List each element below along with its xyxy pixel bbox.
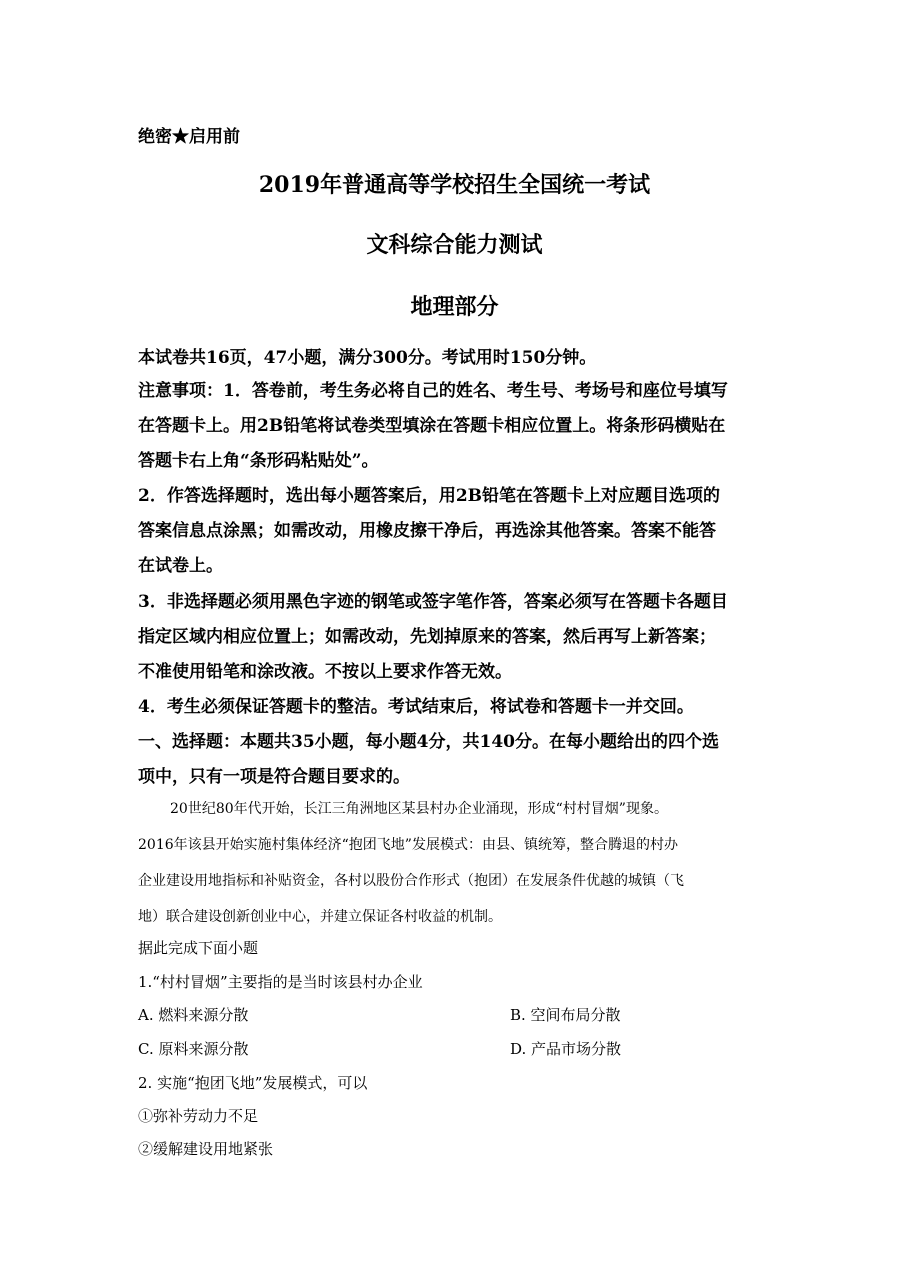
instruction-line: 一、选择题：本题共35小题，每小题4分，共140分。在每小题给出的四个选 (138, 732, 719, 752)
passage-line: 2016年该县开始实施村集体经济“抱团飞地”发展模式：由县、镇统筹，整合腾退的村办 (138, 837, 678, 853)
instruction-line: 3．非选择题必须用黑色字迹的钢笔或签字笔作答，答案必须写在答题卡各题目 (138, 592, 728, 612)
question-prompt: 据此完成下面小题 (138, 939, 259, 957)
instruction-line: 项中，只有一项是符合题目要求的。 (138, 767, 410, 787)
question-2-option-1: ①弥补劳动力不足 (138, 1107, 259, 1125)
question-1-stem: 1.“村村冒烟”主要指的是当时该县村办企业 (138, 973, 423, 991)
instruction-line: 4．考生必须保证答题卡的整洁。考试结束后，将试卷和答题卡一并交回。 (138, 697, 694, 717)
instruction-line: 不准使用铅笔和涂改液。不按以上要求作答无效。 (138, 662, 512, 682)
exam-subject: 文科综合能力测试 (366, 232, 543, 258)
question-2-stem: 2. 实施“抱团飞地”发展模式，可以 (138, 1074, 368, 1092)
question-1-option-d: D. 产品市场分散 (510, 1040, 622, 1058)
instruction-line: 2．作答选择题时，选出每小题答案后，用2B铅笔在答题卡上对应题目选项的 (138, 486, 721, 506)
question-1-option-a: A. 燃料来源分散 (138, 1006, 249, 1024)
question-1-option-c: C. 原料来源分散 (138, 1040, 249, 1058)
instruction-line: 在试卷上。 (138, 556, 223, 576)
instruction-line: 答案信息点涂黑；如需改动，用橡皮擦干净后，再选涂其他答案。答案不能答 (138, 521, 716, 541)
exam-section: 地理部分 (410, 294, 499, 320)
passage-line: 20世纪80年代开始，长江三角洲地区某县村办企业涌现，形成“村村冒烟”现象。 (170, 801, 668, 817)
question-2-option-2: ②缓解建设用地紧张 (138, 1140, 274, 1158)
instruction-line: 在答题卡上。用2B铅笔将试卷类型填涂在答题卡相应位置上。将条形码横贴在 (138, 416, 726, 436)
confidential-label: 绝密★启用前 (138, 127, 240, 147)
instruction-line: 答题卡右上角“条形码粘贴处”。 (138, 451, 379, 471)
passage-line: 地）联合建设创新创业中心，并建立保证各村收益的机制。 (138, 909, 502, 925)
instruction-line: 本试卷共16页，47小题，满分300分。考试用时150分钟。 (138, 348, 597, 368)
instruction-line: 指定区域内相应位置上；如需改动，先划掉原来的答案，然后再写上新答案； (138, 627, 716, 647)
instruction-line: 注意事项：1．答卷前，考生务必将自己的姓名、考生号、考场号和座位号填写 (138, 381, 728, 401)
question-1-option-b: B. 空间布局分散 (510, 1006, 621, 1024)
exam-title: 2019年普通高等学校招生全国统一考试 (258, 172, 651, 198)
passage-line: 企业建设用地指标和补贴资金，各村以股份合作形式（抱团）在发展条件优越的城镇（飞 (138, 873, 684, 889)
